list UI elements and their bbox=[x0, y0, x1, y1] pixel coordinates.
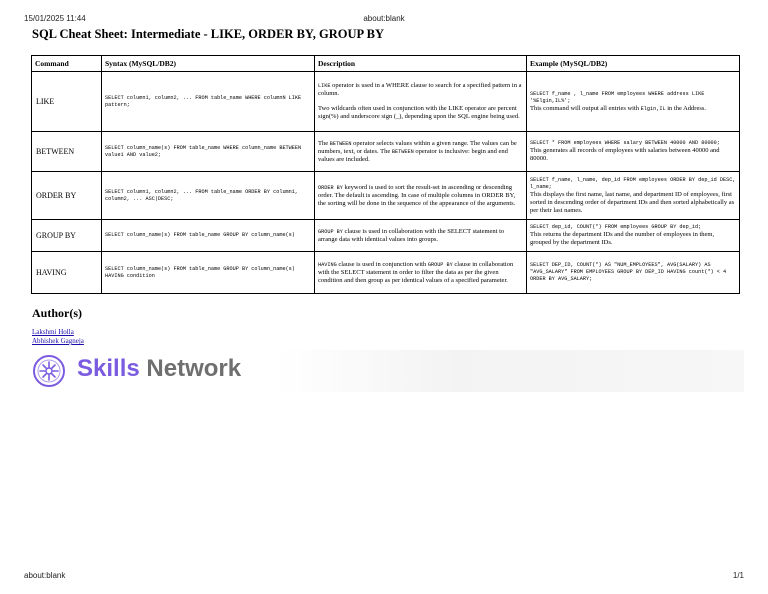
example-code: SELECT f_name, l_name, dep_id FROM employees ORDER BY dep_id DESC, l_name; bbox=[530, 176, 736, 190]
command-cell: LIKE bbox=[32, 72, 102, 132]
inline-code: GROUP BY bbox=[427, 261, 453, 268]
inline-code: GROUP BY bbox=[318, 228, 343, 235]
example-code: SELECT f_name , l_name FROM employees WHERE address LIKE '%Elgin,IL%'; bbox=[530, 90, 705, 104]
print-page-title: about:blank bbox=[363, 14, 405, 23]
table-header-row bbox=[32, 56, 740, 72]
description-text: clause is used in conjunction with bbox=[336, 260, 428, 268]
description-text: operator is inclusive: begin and end values are included. bbox=[318, 147, 508, 163]
skills-network-logo-banner bbox=[24, 350, 744, 392]
authors-heading: Author(s) bbox=[32, 306, 82, 320]
example-cell bbox=[527, 220, 740, 252]
skills-network-logo-icon bbox=[32, 354, 66, 388]
table-row bbox=[32, 132, 740, 172]
example-code: SELECT DEP_ID, COUNT(*) AS "NUM_EMPLOYEES", AVG(SALARY) AS "AVG_SALARY" FROM EMPLOYEES GROUP BY DEP_ID HAVING count(*) < 4 ORDER BY AVG_SALARY; bbox=[530, 262, 727, 282]
table-row bbox=[32, 172, 740, 220]
table-row bbox=[32, 72, 740, 132]
example-cell bbox=[527, 252, 740, 294]
syntax-cell: SELECT column_name(s) FROM table_name GROUP BY column_name(s) bbox=[102, 220, 315, 252]
column-header-syntax: Syntax (MySQL/DB2) bbox=[102, 56, 315, 72]
inline-code: Elgin,IL bbox=[640, 105, 666, 112]
inline-code: BETWEEN bbox=[391, 148, 414, 155]
print-page-number: 1/1 bbox=[732, 571, 744, 580]
syntax-cell: SELECT column1, column2, ... FROM table_name ORDER BY column1, column2, ... ASC|DESC; bbox=[102, 172, 315, 220]
syntax-cell: SELECT column1, column2, ... FROM table_name WHERE columnN LIKE pattern; bbox=[102, 72, 315, 132]
description-text: keyword is used to sort the result-set in ascending or descending order. The default is ascending. In case of multiple columns in ORDER BY, the sorting will be done in the sequence of the appearance of the arguments. bbox=[318, 183, 516, 207]
column-header-command: Command bbox=[32, 56, 102, 72]
column-header-example: Example (MySQL/DB2) bbox=[527, 56, 740, 72]
table-row bbox=[32, 252, 740, 294]
description-cell bbox=[315, 172, 527, 220]
description-text: clause in collaboration with the SELECT statement in order to filter the data as per the given condition and then group as per identical values of a specified parameter. bbox=[318, 260, 514, 284]
syntax-cell: SELECT column_name(s) FROM table_name GROUP BY column_name(s) HAVING condition bbox=[102, 252, 315, 294]
logo-word-skills: Skills bbox=[77, 355, 140, 382]
syntax-cell: SELECT column_name(s) FROM table_name WHERE column_name BETWEEN value1 AND value2; bbox=[102, 132, 315, 172]
command-cell: ORDER BY bbox=[32, 172, 102, 220]
inline-code: BETWEEN bbox=[329, 140, 352, 147]
example-text: This displays the first name, last name, and department ID of employees, first sorted in descending order of department IDs and then sorted alphabetically as per their last names. bbox=[530, 190, 735, 214]
example-code: SELECT * FROM employees WHERE salary BETWEEN 40000 AND 80000; bbox=[530, 140, 720, 146]
author-link-abhishek-gagneja[interactable]: Abhishek Gagneja bbox=[32, 337, 84, 345]
example-text: in the Address. bbox=[665, 104, 707, 112]
column-header-description: Description bbox=[315, 56, 527, 72]
print-datetime: 15/01/2025 11:44 bbox=[24, 14, 86, 23]
example-cell bbox=[527, 172, 740, 220]
example-text: This command will output all entries with bbox=[530, 104, 641, 112]
example-code: SELECT dep_id, COUNT(*) FROM employees GROUP BY dep_id; bbox=[530, 224, 702, 230]
description-cell bbox=[315, 72, 527, 132]
command-cell: GROUP BY bbox=[32, 220, 102, 252]
author-link-lakshmi-holla[interactable]: Lakshmi Holla bbox=[32, 328, 74, 336]
description-cell bbox=[315, 220, 527, 252]
skills-network-logo-text bbox=[77, 355, 241, 383]
logo-word-network: Network bbox=[146, 355, 242, 382]
command-cell: BETWEEN bbox=[32, 132, 102, 172]
description-text: Two wildcards often used in conjunction with the LIKE operator are percent sign(%) and underscore sign (_), depending upon the SQL engine being used. bbox=[318, 105, 520, 120]
description-text: operator is used in a WHERE clause to search for a specified pattern in a column. bbox=[318, 82, 522, 97]
example-text: This returns the department IDs and the number of employees in them, grouped by the department IDs. bbox=[530, 231, 715, 246]
example-text: This generates all records of employees with salaries between 40000 and 80000. bbox=[530, 147, 720, 162]
inline-code: HAVING bbox=[318, 261, 337, 268]
cheat-sheet-table bbox=[31, 55, 740, 294]
print-footer-url: about:blank bbox=[24, 571, 66, 580]
table-row bbox=[32, 220, 740, 252]
description-cell bbox=[315, 132, 527, 172]
example-cell bbox=[527, 132, 740, 172]
authors-list bbox=[32, 328, 84, 346]
command-cell: HAVING bbox=[32, 252, 102, 294]
inline-code: LIKE bbox=[318, 83, 331, 89]
page-title: SQL Cheat Sheet: Intermediate - LIKE, ORDER BY, GROUP BY bbox=[32, 27, 384, 41]
description-text: clause is used in collaboration with the SELECT statement to arrange data with identical values into groups. bbox=[318, 227, 505, 243]
description-text: operator selects values within a given range. The values can be numbers, text, or dates. The bbox=[318, 139, 517, 155]
example-cell bbox=[527, 72, 740, 132]
description-cell bbox=[315, 252, 527, 294]
inline-code: ORDER BY bbox=[318, 184, 343, 191]
description-text: The bbox=[318, 139, 330, 147]
